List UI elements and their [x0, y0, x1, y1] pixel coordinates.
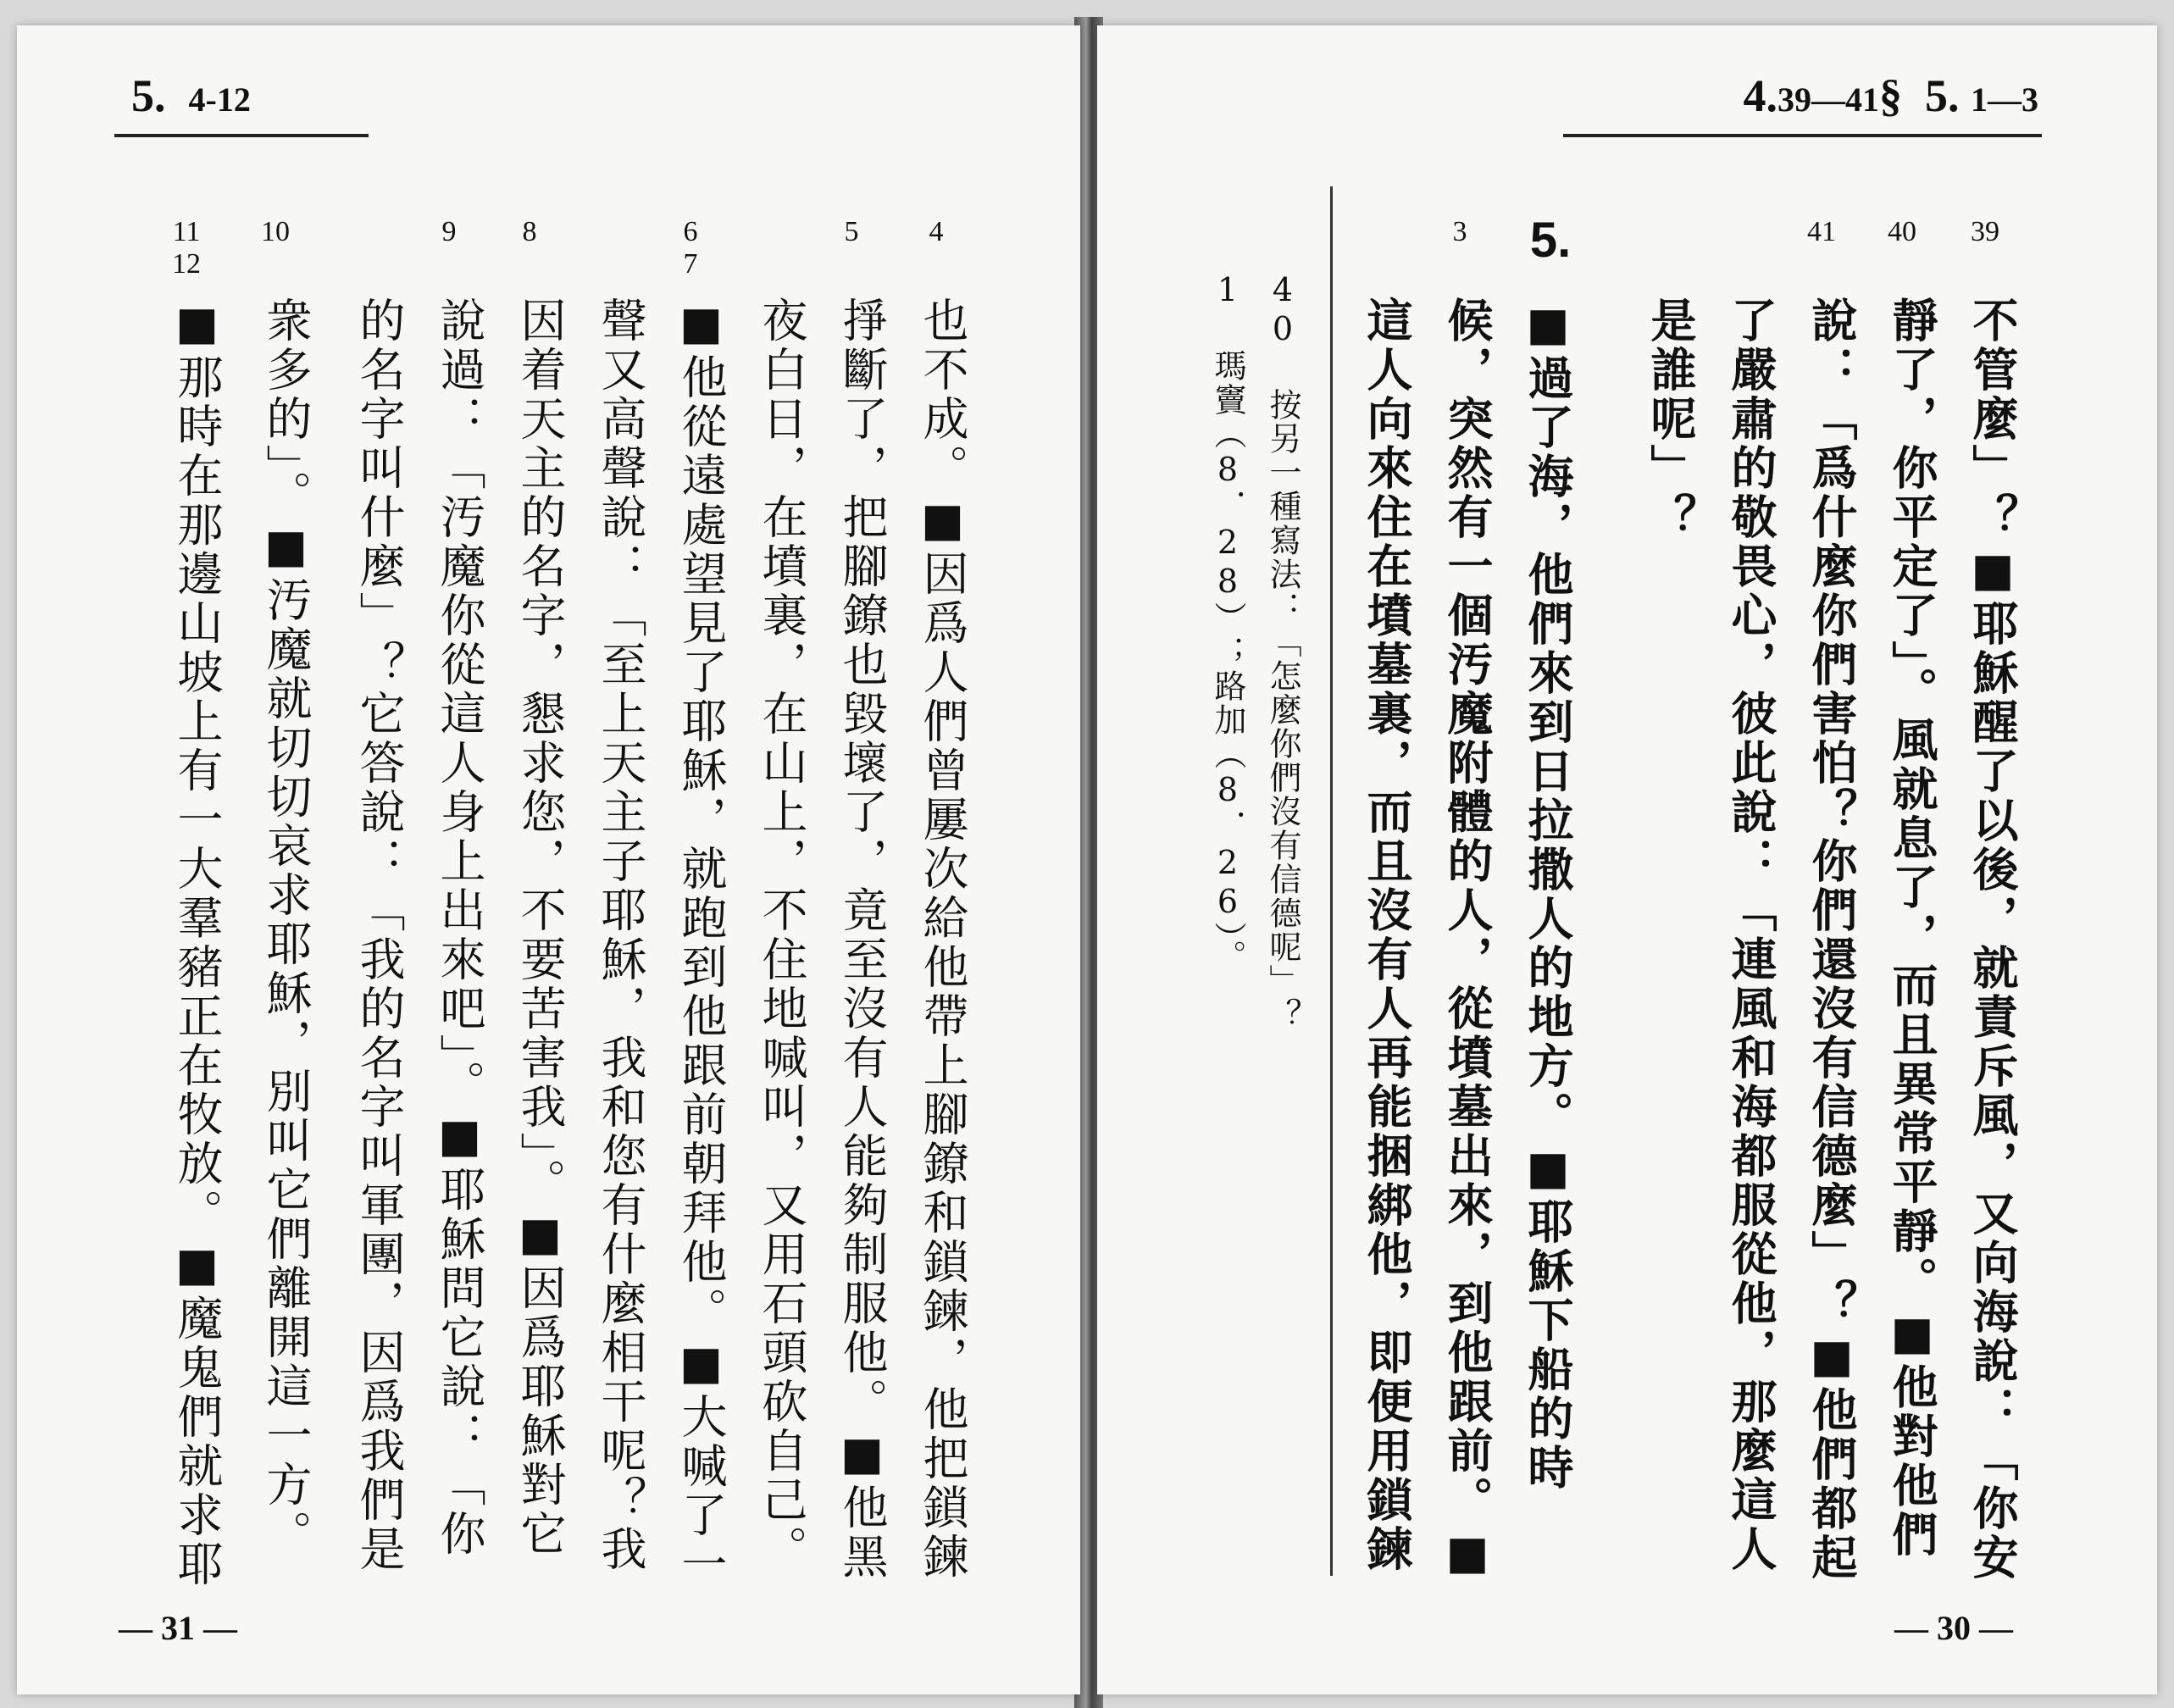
footnote: 40 按另一種寫法：「怎麼你們沒有信德呢」？: [1264, 271, 1301, 1032]
text-column: 這人向來住在墳墓裏，而且沒有人再能捆綁他，即便用鎖鍊: [1360, 297, 1414, 1574]
verse-marker: 11 12: [172, 216, 201, 280]
verse-marker: 8: [522, 216, 537, 247]
verse-marker: 3: [1452, 216, 1467, 247]
left-page-number: — 31 —: [119, 1609, 237, 1647]
text-column: 不管麼」？■耶穌醒了以後，就責斥風，又向海說：「你安: [1966, 297, 2020, 1583]
verse-marker: 5: [844, 216, 859, 247]
right-header-rule: [1563, 134, 2042, 137]
text-column: ■那時在那邊山坡上有一大羣豬正在牧放。■魔鬼們就求耶: [170, 297, 224, 1589]
text-column: ■他從遠處望見了耶穌，就跑到他跟前朝拜他。■大喊了一: [674, 297, 728, 1589]
right-page-number: — 30 —: [1894, 1609, 2013, 1647]
verse-marker: 39: [1971, 216, 1999, 247]
left-page-header: [131, 69, 251, 122]
text-column: ■過了海，他們來到日拉撒人的地方。■耶穌下船的時: [1521, 297, 1575, 1493]
right-ref2-chapter: 5.: [1925, 70, 1960, 121]
left-page: [17, 25, 1080, 1694]
text-column: 說：「爲什麼你們害怕？你們還沒有信德麼」？■他們都起: [1805, 297, 1859, 1583]
footnote-divider: [1330, 186, 1333, 1576]
left-verse-range: 4-12: [188, 80, 251, 119]
section-sign: §: [1879, 70, 1902, 121]
verse-marker: 4: [929, 216, 944, 247]
text-column: 是誰呢」？: [1644, 297, 1698, 542]
text-column: 夜白日，在墳裏，在山上，不住地喊叫，又用石頭砍自己。: [755, 297, 808, 1574]
footnote: 1 瑪竇（8．28）；路加（8．26）。: [1209, 271, 1246, 973]
right-ref1-chapter: 4.: [1743, 70, 1777, 121]
right-ref1-verses: 39—41: [1777, 80, 1879, 119]
text-column: 掙斷了，把腳鐐也毀壞了，竟至沒有人能夠制服他。■他黑: [835, 297, 889, 1582]
right-page: [1097, 25, 2157, 1694]
right-ref2-verses: 1—3: [1971, 80, 2038, 119]
left-chapter-number: 5.: [131, 70, 166, 121]
text-column: 靜了，你平定了」。風就息了，而且異常平靜。■他對他們: [1885, 297, 1939, 1560]
verse-marker: 41: [1807, 216, 1836, 247]
verse-marker: 6 7: [683, 216, 698, 280]
text-column: 聲又高聲說：「至上天主子耶穌，我和您有什麼相干呢？我: [594, 297, 647, 1574]
chapter-marker: 5.: [1529, 213, 1572, 268]
verse-marker: 10: [261, 216, 290, 247]
left-header-rule: [114, 134, 369, 137]
text-column: 也不成。■因爲人們曾屢次給他帶上腳鐐和鎖鍊，他把鎖鍊: [916, 297, 969, 1582]
verse-marker: 9: [441, 216, 457, 247]
verse-marker: 40: [1888, 216, 1916, 247]
right-page-header: [1744, 69, 2039, 122]
text-column: 候，突然有一個汚魔附體的人，從墳墓出來，到他跟前。■: [1440, 297, 1495, 1583]
text-column: 衆多的」。■汚魔就切切哀求耶穌，別叫它們離開這一方。: [259, 297, 313, 1559]
text-column: 說過：「汚魔你從這人身上出來吧」。■耶穌問它說：「你: [433, 297, 486, 1559]
text-column: 了嚴肅的敬畏心，彼此說：「連風和海都服從他，那麼這人: [1724, 297, 1778, 1574]
text-column: 的名字叫什麼」？它答說：「我的名字叫軍團，因爲我們是: [352, 297, 406, 1574]
text-column: 因着天主的名字，懇求您，不要苦害我」。■因爲耶穌對它: [513, 297, 567, 1559]
